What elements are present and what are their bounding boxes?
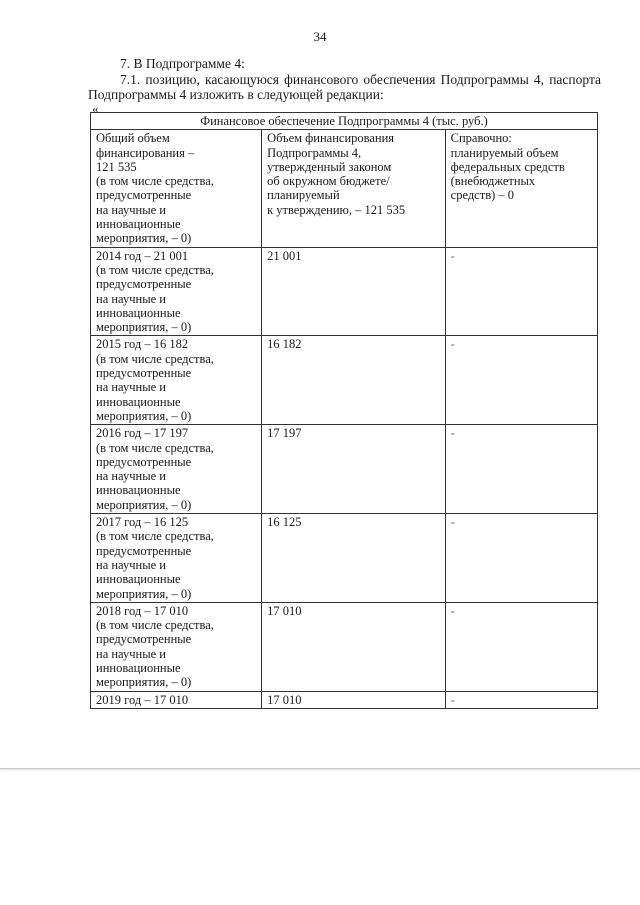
- page-number: 34: [313, 29, 327, 44]
- row-year-total: 2015 год – 16 182 (в том числе средства, предусмотренные на научные и инновационные мероприятия, – 0): [91, 336, 262, 425]
- table-row: [91, 691, 598, 708]
- row-amount: 16 125: [262, 514, 446, 603]
- row-year-total: 2014 год – 21 001 (в том числе средства, предусмотренные на научные и инновационные мероприятия, – 0): [91, 247, 262, 336]
- row-year-total: 2016 год – 17 197 (в том числе средства, предусмотренные на научные и инновационные мероприятия, – 0): [91, 425, 262, 514]
- row-year-total: 2019 год – 17 010: [91, 691, 262, 708]
- table-row: [91, 514, 598, 603]
- row-federal: -: [445, 336, 597, 425]
- paragraph-number: 7.1.: [120, 72, 141, 87]
- section-heading: 7. В Подпрограмме 4:: [120, 56, 245, 71]
- table-row: [91, 247, 598, 336]
- header-budget-funding: Объем финансирования Подпрограммы 4, утвержденный законом об окружном бюджете/ планируемый к утверждению, – 121 535: [262, 130, 446, 247]
- row-amount: 17 197: [262, 425, 446, 514]
- table-row: [91, 336, 598, 425]
- header-total-funding: Общий объем финансирования – 121 535 (в том числе средства, предусмотренные на научные и инновационные мероприятия, – 0): [91, 130, 262, 247]
- open-quote: «: [92, 101, 99, 116]
- row-federal: -: [445, 602, 597, 691]
- row-amount: 21 001: [262, 247, 446, 336]
- row-federal: -: [445, 247, 597, 336]
- row-federal: -: [445, 425, 597, 514]
- table-title-row: [91, 113, 598, 130]
- paragraph: [88, 72, 601, 102]
- row-amount: 16 182: [262, 336, 446, 425]
- table-row: [91, 602, 598, 691]
- row-amount: 17 010: [262, 602, 446, 691]
- funding-table: [90, 112, 598, 709]
- table-row: [91, 425, 598, 514]
- header-federal-funds: Справочно: планируемый объем федеральных средств (внебюджетных средств) – 0: [445, 130, 597, 247]
- row-year-total: 2018 год – 17 010 (в том числе средства, предусмотренные на научные и инновационные мероприятия, – 0): [91, 602, 262, 691]
- table-header-row: [91, 130, 598, 247]
- paragraph-text: позицию, касающуюся финансового обеспечения Подпрограммы 4, паспорта Подпрограммы 4 изложить в следующей редакции:: [88, 72, 602, 102]
- table-title: Финансовое обеспечение Подпрограммы 4 (тыс. руб.): [91, 113, 598, 130]
- row-federal: -: [445, 514, 597, 603]
- row-amount: 17 010: [262, 691, 446, 708]
- row-year-total: 2017 год – 16 125 (в том числе средства, предусмотренные на научные и инновационные мероприятия, – 0): [91, 514, 262, 603]
- row-federal: -: [445, 691, 597, 708]
